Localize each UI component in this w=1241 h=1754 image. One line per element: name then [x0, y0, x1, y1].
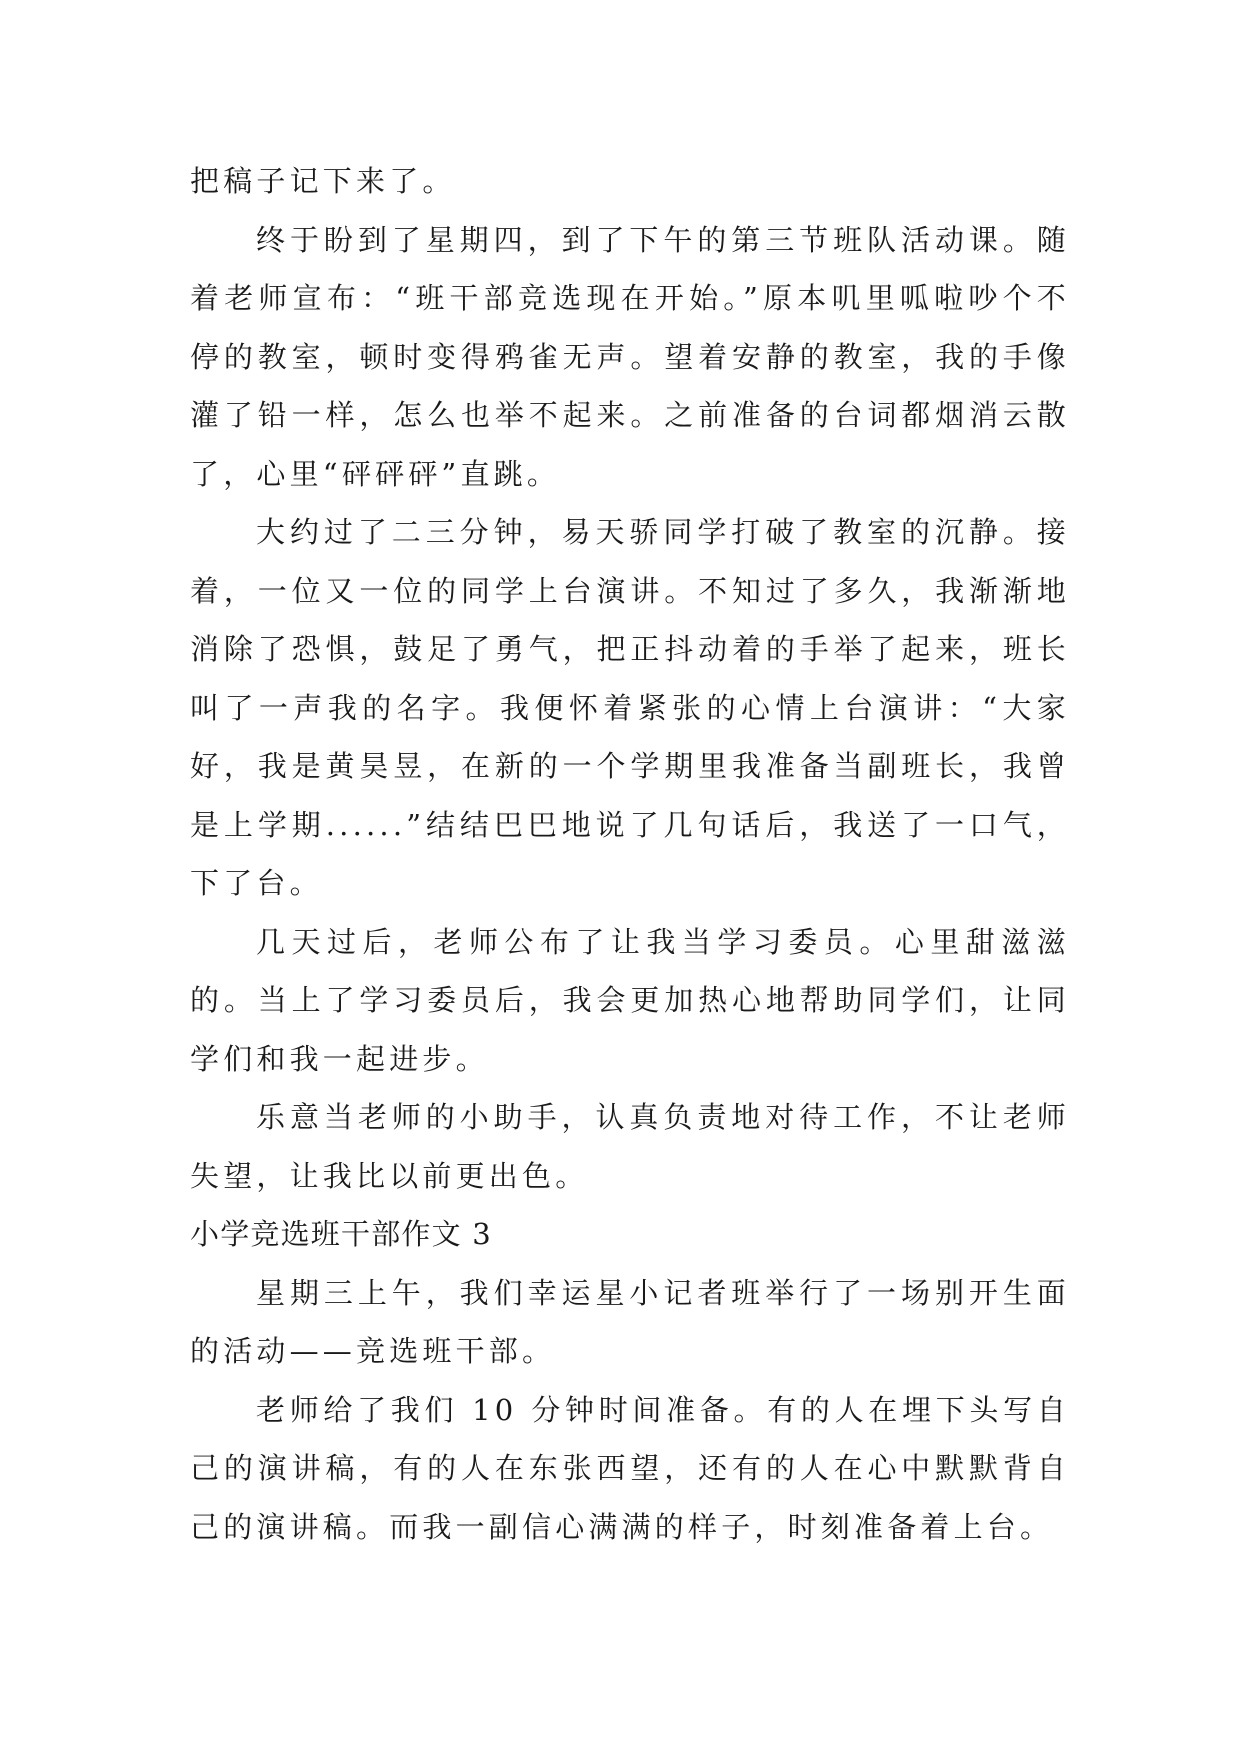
paragraph: 终于盼到了星期四，到了下午的第三节班队活动课。随着老师宣布：“班干部竞选现在开始。”原本叽里呱啦吵个不停的教室，顿时变得鸦雀无声。望着安静的教室，我的手像灌了铅一样，怎么也举不起来。之前准备的台词都烟消云散了，心里“砰砰砰”直跳。	[190, 222, 1070, 491]
paragraph: 星期三上午，我们幸运星小记者班举行了一场别开生面的活动——竞选班干部。	[190, 1275, 1070, 1368]
paragraph: 大约过了二三分钟，易天骄同学打破了教室的沉静。接着，一位又一位的同学上台演讲。不知过了多久，我渐渐地消除了恐惧，鼓足了勇气，把正抖动着的手举了起来，班长叫了一声我的名字。我便怀着紧张的心情上台演讲：“大家好，我是黄昊昱，在新的一个学期里我准备当副班长，我曾是上学期......”结结巴巴地说了几句话后，我送了一口气，下了台。	[190, 515, 1070, 900]
section-heading: 小学竞选班干部作文 3	[190, 1217, 492, 1251]
paragraph: 乐意当老师的小助手，认真负责地对待工作，不让老师失望，让我比以前更出色。	[190, 1100, 1070, 1193]
document-body	[190, 152, 1070, 1556]
paragraph-continuation: 把稿子记下来了。	[190, 164, 456, 198]
paragraph: 几天过后，老师公布了让我当学习委员。心里甜滋滋的。当上了学习委员后，我会更加热心地帮助同学们，让同学们和我一起进步。	[190, 924, 1070, 1076]
paragraph: 老师给了我们 10 分钟时间准备。有的人在埋下头写自己的演讲稿，有的人在东张西望，还有的人在心中默默背自己的演讲稿。而我一副信心满满的样子，时刻准备着上台。	[190, 1392, 1070, 1544]
